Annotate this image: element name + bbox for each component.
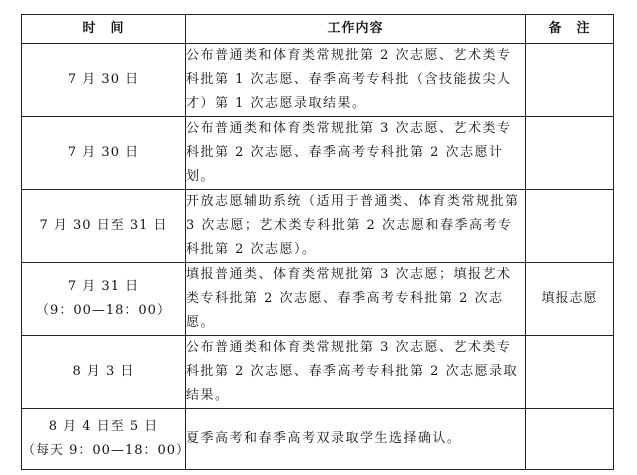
time-cell: [22, 117, 186, 190]
note-cell: [526, 117, 614, 190]
time-text: 7 月 30 日至 31 日: [39, 218, 168, 233]
content-cell: 公布普通类和体育类常规批第 2 次志愿、艺术类专科批第 1 次志愿、春季高考专科批（含技能拔尖人才）第 1 次志愿录取结果。: [186, 44, 526, 117]
table-header-row: [22, 15, 614, 44]
time-cell: [22, 409, 191, 470]
content-cell: 开放志愿辅助系统（适用于普通类、体育类常规批第 3 次志愿；艺术类专科批第 2 次志愿和春季高考专科批第 2 次志愿）。: [186, 190, 526, 263]
time-text: 8 月 4 日至 5 日: [48, 419, 159, 434]
time-cell: [22, 263, 186, 336]
time-range-text: （9：00—18：00）: [36, 303, 171, 318]
table-row: [22, 190, 614, 263]
schedule-table: [21, 14, 614, 470]
table-row: [22, 117, 614, 190]
table-row: [22, 263, 614, 336]
table-row: [22, 336, 614, 409]
note-cell: [526, 336, 614, 409]
time-cell: [22, 44, 186, 117]
content-cell: 夏季高考和春季高考双录取学生选择确认。: [186, 409, 526, 470]
time-text: 7 月 30 日: [67, 72, 140, 87]
table-row: [22, 409, 614, 470]
time-text: 7 月 31 日: [67, 279, 140, 294]
header-time: 时 间: [22, 15, 186, 44]
time-range-text: （每天 9：00—18：00）: [22, 443, 191, 458]
table-row: [22, 44, 614, 117]
header-content: 工作内容: [186, 15, 526, 44]
content-cell: 公布普通类和体育类常规批第 3 次志愿、艺术类专科批第 2 次志愿、春季高考专科批第 2 次志愿录取结果。: [186, 336, 526, 409]
time-text: 7 月 30 日: [67, 145, 140, 160]
time-text: 8 月 3 日: [72, 364, 135, 379]
note-cell: [526, 190, 614, 263]
time-cell: [22, 336, 186, 409]
note-cell: [526, 409, 614, 470]
content-cell: 填报普通类、体育类常规批第 3 次志愿；填报艺术类专科批第 2 次志愿、春季高考专科批第 2 次志愿。: [186, 263, 526, 336]
header-note: 备 注: [526, 15, 614, 44]
note-cell: 填报志愿: [526, 263, 614, 336]
time-cell: [22, 190, 186, 263]
note-cell: [526, 44, 614, 117]
content-cell: 公布普通类和体育类常规批第 3 次志愿、艺术类专科批第 2 次志愿、春季高考专科批第 2 次志愿计划。: [186, 117, 526, 190]
